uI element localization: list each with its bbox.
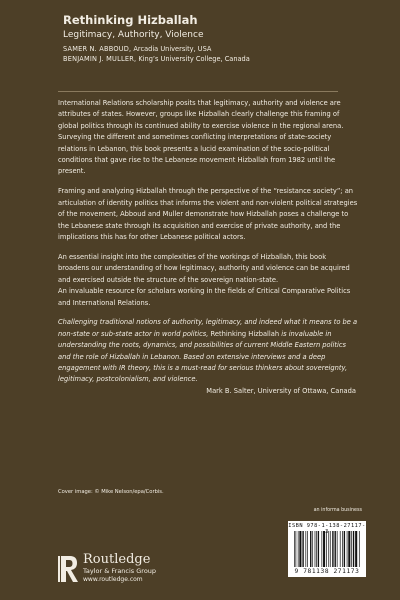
informa-business-label: an informa business (313, 508, 362, 513)
endorsement-quote (58, 317, 358, 385)
barcode-bar (312, 531, 313, 567)
cover-image-credit: Cover image: © Mike Nelson/epa/Corbis. (58, 489, 164, 495)
quote-attribution: Mark B. Salter, University of Ottawa, Canada (206, 386, 356, 395)
barcode-bar (302, 531, 303, 567)
isbn-barcode (288, 521, 366, 577)
barcode-bar (316, 531, 317, 567)
blurb-paragraph-1: International Relations scholarship posits that legitimacy, authority and violence are attributes of states. However, groups like Hizballah clearly challenge this framing of global politics through its continued ability to exercise violence in the regional arena. Surveying the different and sometimes conflicting interpretations of state-society relations in Lebanon, this book presents a lucid examination of the socio-political conditions that gave rise to the Lebanese movement Hizballah from 1982 until the present. (58, 99, 344, 176)
barcode-bar (326, 531, 327, 567)
barcode-bar (318, 531, 319, 567)
author-line-1 (63, 44, 393, 54)
barcode-bar (342, 531, 343, 567)
barcode-bar (294, 531, 295, 567)
barcode-bar (328, 531, 329, 567)
barcode-bar (355, 531, 357, 567)
author-2-name: BENJAMIN J. MULLER, (63, 55, 137, 63)
barcode-bar (296, 531, 297, 567)
author-1-affiliation: Arcadia University, USA (133, 45, 212, 53)
barcode-bar (323, 531, 325, 567)
author-line-2 (63, 54, 393, 64)
barcode-bar (348, 531, 350, 567)
isbn-label: ISBN 978-1-138-27117-3 (288, 523, 366, 535)
barcode-bar (353, 531, 354, 567)
barcode-bar (332, 531, 333, 567)
author-1-name: SAMER N. ABBOUD, (63, 45, 132, 53)
book-header (63, 13, 393, 64)
publisher-url: www.routledge.com (83, 576, 143, 583)
barcode-bar (337, 531, 338, 567)
barcode-bar (344, 531, 345, 567)
publisher-name: Routledge (83, 552, 151, 567)
barcode-digits: 9 781138 271173 (294, 568, 360, 575)
book-title: Rethinking Hizballah (63, 13, 198, 27)
barcode-bar (315, 531, 316, 567)
routledge-logo (58, 552, 178, 592)
author-2-affiliation: King’s University College, Canada (138, 55, 250, 63)
blurb (58, 98, 358, 405)
routledge-r-icon (58, 554, 80, 584)
barcode-bar (359, 531, 360, 567)
publisher-group: Taylor & Francis Group (83, 567, 157, 575)
barcode-bar (351, 531, 352, 567)
quote-part-1: Challenging traditional notions of authority, legitimacy, and indeed what it means to be a non-state or sub-state actor in world politics, (58, 318, 358, 338)
book-subtitle: Legitimacy, Authority, Violence (63, 30, 204, 40)
blurb-paragraph-4: An invaluable resource for scholars working in the fields of Critical Comparative Politics and International Relations. (58, 287, 351, 307)
blurb-paragraph-3: An essential insight into the complexities of the workings of Hizballah, this book broadens our understanding of how legitimacy, authority and violence can be acquired and exercised outside the structure of the sovereign nation-state. (58, 252, 350, 284)
barcode-bar (310, 531, 311, 567)
barcode-bar (307, 531, 308, 567)
barcode-bar (298, 531, 299, 567)
barcode-bar (335, 531, 336, 567)
barcode-bar (322, 531, 323, 567)
blurb-paragraph-2: Framing and analyzing Hizballah through the perspective of the “resistance society”; an articulation of identity politics that informs the violent and non-violent political strategies of the movement, Abboud and Muller demonstrate how Hizballah poses a challenge to the Lebanese state through its acquisition and exercise of private authority, and the implications this has for other Lebanese political actors. (58, 187, 358, 241)
quote-part-2: is invaluable in understanding the roots, dynamics, and possibilities of current Middle Eastern politics and the role of Hizballah in Lebanon. Based on extensive interviews and a deep engagement with IR theory, this is a must-read for serious thinkers about sovereignty, legitimacy, postcolonialism, and violence. (58, 329, 348, 384)
barcode-bar (347, 531, 348, 567)
header-divider (58, 91, 338, 92)
barcode-bar (299, 531, 301, 567)
quote-book-title: Rethinking Hizballah (210, 329, 280, 338)
barcode-bar (330, 531, 331, 567)
barcode-bars (294, 531, 360, 567)
barcode-bar (305, 531, 306, 567)
barcode-bar (340, 531, 341, 567)
